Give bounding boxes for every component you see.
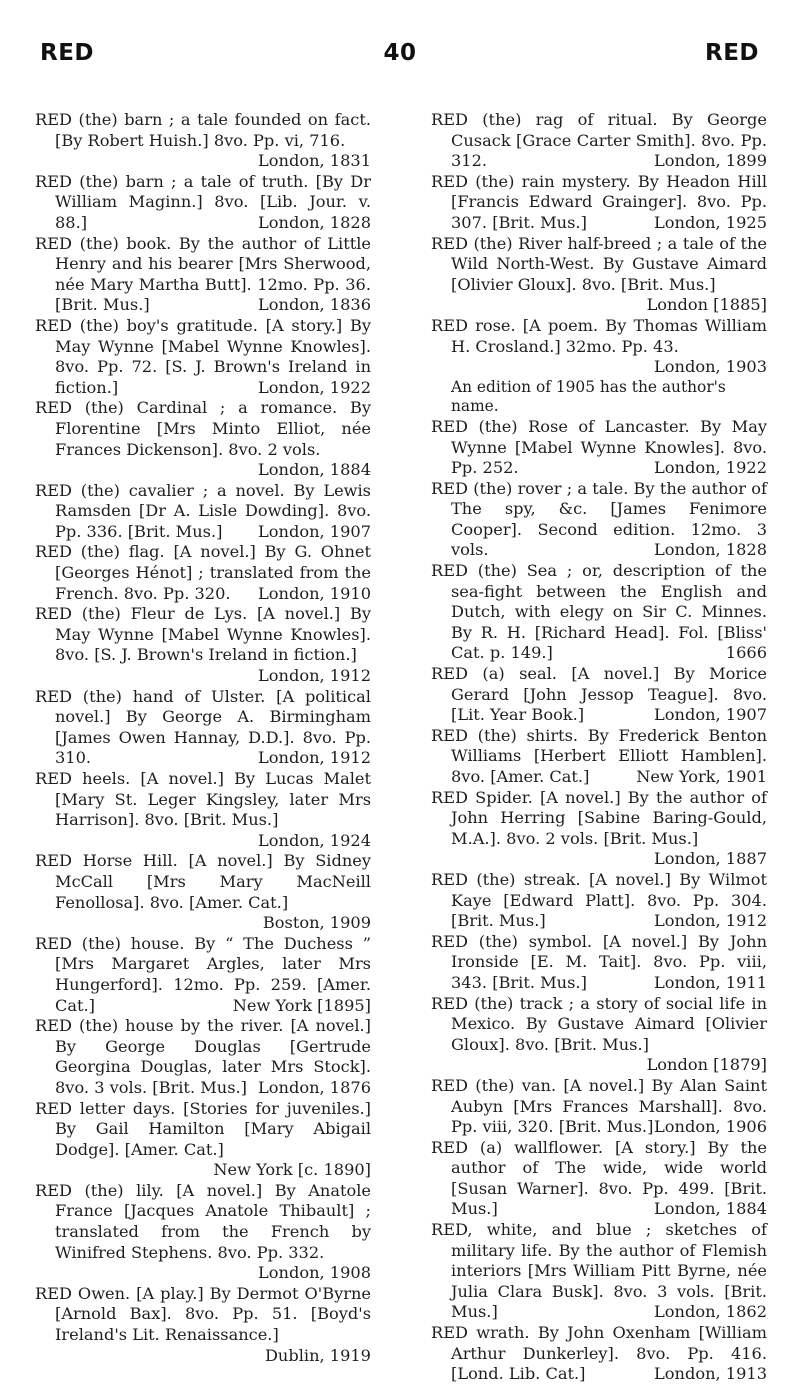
entry-imprint: London, 1907 <box>258 521 371 541</box>
bibliography-entry <box>431 932 767 994</box>
bibliography-entry <box>35 1016 371 1098</box>
bibliography-entry <box>35 934 371 1016</box>
entry-imprint: London, 1913 <box>654 1364 767 1384</box>
bibliography-entry <box>35 769 371 851</box>
entry-imprint: Boston, 1909 <box>262 913 371 933</box>
entry-imprint: London [1885] <box>646 295 767 315</box>
bibliography-entry <box>35 604 371 686</box>
entry-text: RED (the) shirts. By Frederick Benton Williams [Herbert Elliott Hamblen]. 8vo. [Amer. Cat.] <box>431 725 767 786</box>
bibliography-entry <box>35 172 371 234</box>
entry-imprint: London, 1910 <box>258 583 371 603</box>
entry-imprint: London, 1925 <box>654 212 767 232</box>
entry-imprint: London, 1899 <box>654 151 767 171</box>
page-number: 40 <box>383 40 417 66</box>
entry-imprint: London, 1906 <box>654 1117 767 1137</box>
entry-text: An edition of 1905 has the author's name. <box>451 377 726 416</box>
bibliography-entry <box>35 234 371 316</box>
bibliography-entry <box>431 1220 767 1323</box>
entry-imprint: London, 1924 <box>258 830 371 850</box>
entry-imprint: London, 1862 <box>654 1302 767 1322</box>
entry-imprint: London, 1912 <box>258 748 371 768</box>
entry-text: RED (the) Sea ; or, description of the sea-fight between the English and Dutch, with elegy on Sir C. Minnes. By R. H. [Richard Head]. Fol. [Bliss' Cat. p. 149.] <box>431 561 767 663</box>
bibliography-entry <box>431 417 767 479</box>
entry-text: RED (a) wallflower. [A story.] By the author of The wide, wide world [Susan Warner]. 8vo. Pp. 499. [Brit. Mus.] <box>431 1137 767 1219</box>
entry-text: RED (the) River half-breed ; a tale of the Wild North-West. By Gustave Aimard [Olivier Gloux]. 8vo. [Brit. Mus.] <box>431 233 767 294</box>
bibliography-entry <box>431 234 767 316</box>
entry-text: RED (the) hand of Ulster. [A political novel.] By George A. Birmingham [James Owen Hannay, D.D.]. 8vo. Pp. 310. <box>35 686 371 768</box>
entry-imprint: New York [c. 1890] <box>213 1160 371 1180</box>
bibliography-entry <box>431 1076 767 1138</box>
entry-text: RED rose. [A poem. By Thomas William H. Crosland.] 32mo. Pp. 43. <box>431 315 767 356</box>
bibliography-entry <box>431 316 767 378</box>
entry-text: RED (the) rag of ritual. By George Cusack [Grace Carter Smith]. 8vo. Pp. 312. <box>431 110 767 171</box>
bibliography-entry <box>35 110 371 172</box>
entry-text: RED (the) barn ; a tale founded on fact. [By Robert Huish.] 8vo. Pp. vi, 716. <box>35 110 371 150</box>
bibliography-entry <box>431 561 767 664</box>
bibliography-entry <box>431 1138 767 1220</box>
bibliography-entry <box>35 851 371 933</box>
entry-note <box>431 378 767 417</box>
entry-imprint: New York [1895] <box>232 995 371 1015</box>
entry-imprint: London, 1911 <box>654 972 767 992</box>
entry-imprint: London [1879] <box>646 1055 767 1075</box>
entry-text: RED heels. [A novel.] By Lucas Malet [Mary St. Leger Kingsley, later Mrs Harrison]. 8vo. [Brit. Mus.] <box>35 769 371 830</box>
entry-text: RED (the) barn ; a tale of truth. [By Dr William Maginn.] 8vo. [Lib. Jour. v. 88.] <box>35 171 371 232</box>
bibliography-entry <box>431 788 767 870</box>
entry-imprint: London, 1922 <box>258 377 371 397</box>
entry-imprint: London, 1907 <box>654 705 767 725</box>
entry-text: RED (the) rover ; a tale. By the author of The spy, &c. [James Fenimore Cooper]. Second edition. 12mo. 3 vols. <box>431 478 767 560</box>
bibliography-entry <box>431 994 767 1076</box>
header-left: RED <box>40 40 95 66</box>
bibliography-entry <box>431 726 767 788</box>
entry-imprint: Dublin, 1919 <box>264 1345 371 1365</box>
entry-imprint: London, 1903 <box>654 357 767 377</box>
entry-text: RED (the) book. By the author of Little Henry and his bearer [Mrs Sherwood, née Mary Martha Butt]. 12mo. Pp. 36. [Brit. Mus.] <box>35 233 371 315</box>
entry-text: RED Spider. [A novel.] By the author of John Herring [Sabine Baring-Gould, M.A.]. 8vo. 2 vols. [Brit. Mus.] <box>431 787 767 848</box>
entry-text: RED (the) Rose of Lancaster. By May Wynne [Mabel Wynne Knowles]. 8vo. Pp. 252. <box>431 416 767 478</box>
entry-imprint: London, 1876 <box>258 1077 371 1097</box>
entry-imprint: London, 1828 <box>258 212 371 232</box>
entry-text: RED (the) lily. [A novel.] By Anatole France [Jacques Anatole Thibault] ; translated from the French by Winifred Stephens. 8vo. Pp. 332. <box>35 1180 371 1262</box>
entry-imprint: 1666 <box>725 643 767 663</box>
entry-text: RED letter days. [Stories for juveniles.] By Gail Hamilton [Mary Abigail Dodge]. [Amer. Cat.] <box>35 1098 371 1159</box>
right-column <box>431 110 767 1385</box>
entry-imprint: London, 1884 <box>654 1199 767 1219</box>
entry-text: RED (the) symbol. [A novel.] By John Ironside [E. M. Tait]. 8vo. Pp. viii, 343. [Brit. Mus.] <box>431 931 767 992</box>
entry-text: RED (the) track ; a story of social life in Mexico. By Gustave Aimard [Olivier Gloux]. 8vo. [Brit. Mus.] <box>431 993 767 1054</box>
bibliography-entry <box>35 316 371 398</box>
entry-imprint: London, 1908 <box>258 1263 371 1283</box>
bibliography-entry <box>431 1323 767 1385</box>
bibliography-entry <box>35 1181 371 1284</box>
bibliography-entry <box>35 481 371 543</box>
entry-imprint: London, 1831 <box>258 151 371 171</box>
entry-text: RED Horse Hill. [A novel.] By Sidney McCall [Mrs Mary MacNeill Fenollosa]. 8vo. [Amer. Cat.] <box>35 851 371 912</box>
bibliography-entry <box>431 479 767 561</box>
bibliography-entry <box>35 687 371 769</box>
entry-imprint: London, 1922 <box>654 458 767 478</box>
entry-text: RED, white, and blue ; sketches of military life. By the author of Flemish interiors [Mrs William Pitt Byrne, née Julia Clara Busk]. 8vo. 3 vols. [Brit. Mus.] <box>431 1220 767 1322</box>
entry-text: RED Owen. [A play.] By Dermot O'Byrne [Arnold Bax]. 8vo. Pp. 51. [Boyd's Ireland's Lit. Renaissance.] <box>35 1283 371 1345</box>
bibliography-entry <box>35 1284 371 1366</box>
entry-text: RED (the) cavalier ; a novel. By Lewis Ramsden [Dr A. Lisle Dowding]. 8vo. Pp. 336. [Brit. Mus.] <box>35 480 371 541</box>
entry-text: RED (a) seal. [A novel.] By Morice Gerard [John Jessop Teague]. 8vo. [Lit. Year Book.] <box>431 664 767 725</box>
entry-imprint: London, 1884 <box>258 460 371 480</box>
header-right: RED <box>704 40 759 66</box>
entry-text: RED wrath. By John Oxenham [William Arthur Dunkerley]. 8vo. Pp. 416. [Lond. Lib. Cat.] <box>431 1323 767 1384</box>
left-column <box>35 110 371 1366</box>
entry-imprint: London, 1912 <box>654 911 767 931</box>
entry-text: RED (the) van. [A novel.] By Alan Saint Aubyn [Mrs Frances Marshall]. 8vo. Pp. viii, 320. [Brit. Mus.] <box>431 1075 767 1137</box>
entry-text: RED (the) Fleur de Lys. [A novel.] By May Wynne [Mabel Wynne Knowles]. 8vo. [S. J. Brown's Ireland in fiction.] <box>35 604 371 665</box>
entry-imprint: New York, 1901 <box>636 767 767 786</box>
entry-text: RED (the) streak. [A novel.] By Wilmot Kaye [Edward Platt]. 8vo. Pp. 304. [Brit. Mus.] <box>431 869 767 931</box>
bibliography-entry <box>431 110 767 172</box>
bibliography-entry <box>35 1099 371 1181</box>
entry-imprint: London, 1887 <box>654 849 767 869</box>
bibliography-entry <box>35 542 371 604</box>
bibliography-entry <box>431 870 767 932</box>
entry-text: RED (the) Cardinal ; a romance. By Florentine [Mrs Minto Elliot, née Frances Dickenson]. 8vo. 2 vols. <box>35 398 371 459</box>
entry-imprint: London, 1912 <box>258 666 371 686</box>
entry-text: RED (the) rain mystery. By Headon Hill [Francis Edward Grainger]. 8vo. Pp. 307. [Brit. Mus.] <box>431 171 767 232</box>
bibliography-entry <box>431 172 767 234</box>
bibliography-entry <box>35 398 371 480</box>
entry-text: RED (the) flag. [A novel.] By G. Ohnet [Georges Hénot] ; translated from the French. 8vo. Pp. 320. <box>35 542 371 603</box>
entry-text: RED (the) house by the river. [A novel.] By George Douglas [Gertrude Georgina Douglas, later Mrs Stock]. 8vo. 3 vols. [Brit. Mus.] <box>35 1016 371 1097</box>
entry-text: RED (the) house. By “ The Duchess ” [Mrs Margaret Argles, later Mrs Hungerford]. 12mo. Pp. 259. [Amer. Cat.] <box>35 933 371 1015</box>
running-header <box>0 40 801 72</box>
entry-imprint: London, 1828 <box>654 540 767 560</box>
bibliography-entry <box>431 664 767 726</box>
entry-text: RED (the) boy's gratitude. [A story.] By May Wynne [Mabel Wynne Knowles]. 8vo. Pp. 72. [S. J. Brown's Ireland in fiction.] <box>35 315 371 397</box>
entry-imprint: London, 1836 <box>258 295 371 315</box>
